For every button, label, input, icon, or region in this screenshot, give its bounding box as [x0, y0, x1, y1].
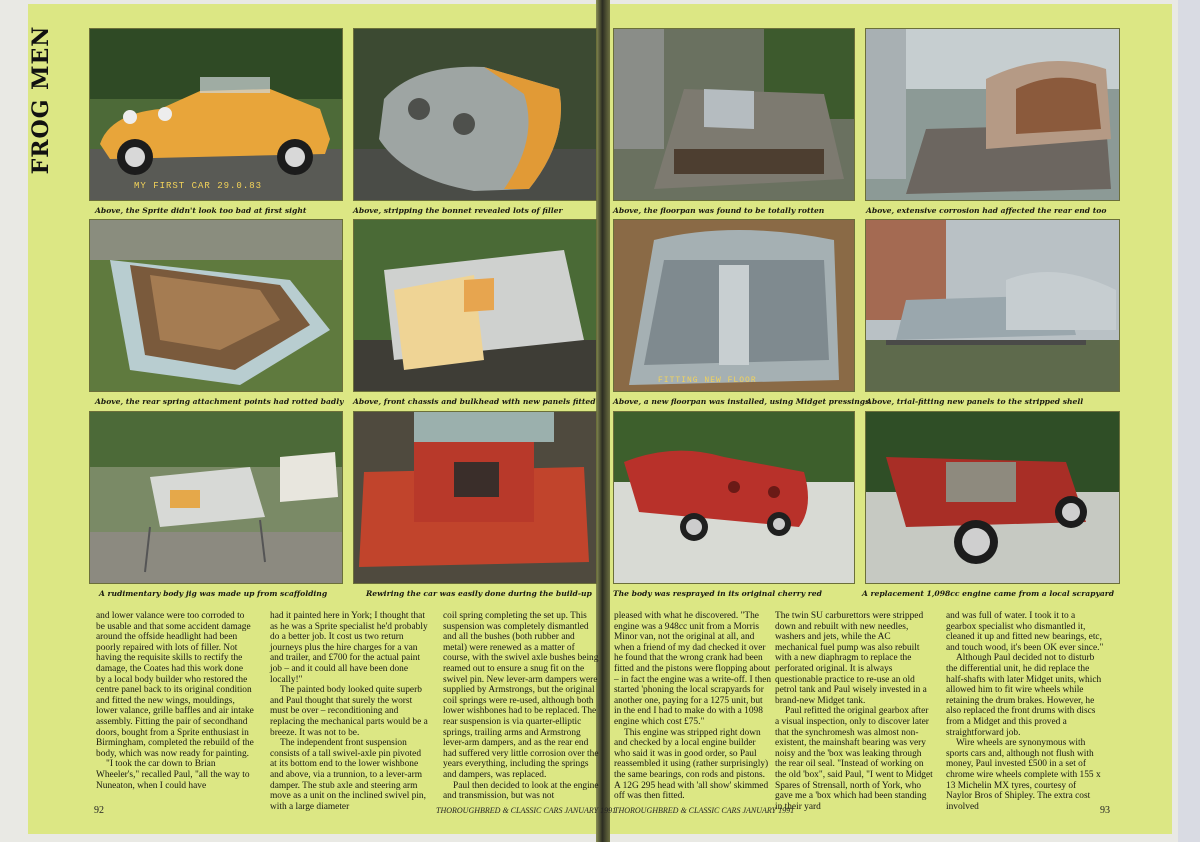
- paragraph: This engine was stripped right down and checked by a local engine builder who said it was in good order, so Paul reassembled it using (rather surprisingly) the same bearings, con rods and pistons. A 12G 295 head with 'all show' skimmed off was then fitted.: [614, 727, 769, 802]
- photo-rear-spring-points: [89, 219, 343, 392]
- text-column-1: [96, 611, 254, 801]
- article-title: [24, 25, 58, 175]
- paragraph: pleased with what he discovered. "The engine was a 948cc unit from a Morris Minor van, not the original at all, and when a friend of my dad checked it over he found that the wrong crank had been fitted and the pistons were flopping about – in fact the engine was a write-off. I then started 'phoning the local scrapyards for another one, paying for a 1275 unit, but in the end I had to make do with a 1098 engine which cost £75.": [614, 611, 772, 727]
- text-column-6: [946, 611, 1104, 812]
- caption-8: Above, trial-fitting new panels to the stripped shell: [866, 397, 1084, 406]
- caption-10: Rewiring the car was easily done during the build-up: [366, 589, 592, 598]
- paragraph: and lower valance were too corroded to be usable and that some accident damage around the offside headlight had been poorly repaired with lots of filler. Not having the requisite skills to rectify the damage, the Coates had this work done by a local body builder who restored the centre panel back to its original condition and fitted the new wings, mouldings, lower valance, grille baffles and air intake assembly. Fitting the pair of secondhand doors, bought from a Sprite enthusiast in Birmingham, completed the rebuild of the body, which was now ready for painting.: [96, 611, 254, 759]
- caption-12: A replacement 1,098cc engine came from a local scrapyard: [862, 589, 1115, 598]
- photo-sprite-first-sight: [89, 28, 343, 201]
- caption-2: Above, stripping the bonnet revealed lots of filler: [353, 206, 563, 215]
- text-column-3: [443, 611, 601, 801]
- photo-replacement-engine: [865, 411, 1120, 584]
- paragraph: The painted body looked quite superb and Paul thought that surely the worst must be over – reconditioning and replacing the mechanical parts would be a breeze. It was not to be.: [270, 685, 428, 738]
- photo-floor-stamp: FITTING NEW FLOOR: [658, 376, 757, 385]
- photo-stripped-bonnet: [353, 28, 597, 201]
- photo-front-chassis-bulkhead: [353, 219, 597, 392]
- photo-rewiring: [353, 411, 597, 584]
- text-column-2: [270, 611, 428, 812]
- caption-4: Above, extensive corrosion had affected the rear end too: [866, 206, 1107, 215]
- paragraph: Paul then decided to look at the engine and transmission, but was not: [443, 780, 599, 802]
- caption-11: The body was resprayed in its original cherry red: [613, 589, 822, 598]
- paragraph: Wire wheels are synonymous with sports cars and, although not flush with money, Paul invested £500 in a set of chrome wire wheels complete with 155 x 13 Michelin MX tyres, courtesy of Naylor Bros of Shipley. The extra cost involved: [946, 738, 1101, 812]
- paragraph: coil spring completing the set up. This suspension was completely dismantled and all the bushes (both rubber and metal) were renewed as a matter of course, with the swivel axle bushes being reamed out to ensure a snug fit on the swivel pin. New lever-arm dampers were supplied by Armstrongs, but the original coil springs were re-used, although both lower wishbones had to be replaced. The rear suspension is via quarter-elliptic springs, trailing arms and Armstrong lever-arm dampers, and as the rear end had suffered very little corrosion over the years everything, including the springs and dampers, was replaced.: [443, 611, 599, 780]
- photo-trial-fitting-panels: [865, 219, 1120, 392]
- text-column-5: [775, 611, 933, 812]
- paragraph: "I took the car down to Brian Wheeler's," recalled Paul, "all the way to Nuneaton, when I could have: [96, 759, 250, 791]
- photo-rear-end-corrosion: [865, 28, 1120, 201]
- caption-1: Above, the Sprite didn't look too bad at first sight: [95, 206, 307, 215]
- page-number-right: 93: [1100, 805, 1110, 816]
- photo-new-floorpan: [613, 219, 855, 392]
- paragraph: Although Paul decided not to disturb the differential unit, he did replace the half-shafts with later Midget units, which allowed him to fit wire wheels while retaining the drum brakes. However, he also replaced the front drums with discs from a Midget and this proved a straightforward job.: [946, 653, 1102, 738]
- paragraph: and was full of water. I took it to a gearbox specialist who dismantled it, cleaned it up and fitted new bearings, etc, and touch wood, it's been OK ever since.": [946, 611, 1104, 653]
- photo-rotten-floorpan: [613, 28, 855, 201]
- magazine-footer-right: THOROUGHBRED & CLASSIC CARS JANUARY 1991: [614, 806, 795, 815]
- page-edge: [1178, 0, 1200, 842]
- article-title-text: FROG MEN: [28, 25, 54, 175]
- page-number-left: 92: [94, 805, 104, 816]
- photo-resprayed-cherry-red: [613, 411, 855, 584]
- caption-6: Above, front chassis and bulkhead with new panels fitted: [353, 397, 596, 406]
- magazine-footer-left: THOROUGHBRED & CLASSIC CARS JANUARY 1991: [436, 806, 617, 815]
- caption-7: Above, a new floorpan was installed, using Midget pressings: [613, 397, 870, 406]
- photo-date-stamp: MY FIRST CAR 29.0.83: [134, 181, 263, 191]
- caption-5: Above, the rear spring attachment points had rotted badly: [95, 397, 344, 406]
- paragraph: The independent front suspension consists of a tall swivel-axle pin pivoted at its bottom end to the lower wishbone and above, via a trunnion, to a lever-arm damper. The stub axle and steering arm move as a unit on the inclined swivel pin, with a large diameter: [270, 738, 426, 812]
- paragraph: The twin SU carburettors were stripped down and rebuilt with new needles, washers and jets, while the AC mechanical fuel pump was also rebuilt with a new diaphragm to replace the perforated original. It is always questionable practice to re-use an old petrol tank and Paul wisely invested in a brand-new Midget tank.: [775, 611, 927, 706]
- text-column-4: [614, 611, 772, 801]
- caption-3: Above, the floorpan was found to be totally rotten: [613, 206, 825, 215]
- paragraph: had it painted here in York; I thought that as he was a Sprite specialist he'd probably do a better job. It cost us two return journeys plus the hire charges for a van and trailer, and £700 for the actual paint job – and it could all have been done locally!": [270, 611, 428, 685]
- caption-9: A rudimentary body jig was made up from scaffolding: [99, 589, 328, 598]
- paragraph: Paul refitted the original gearbox after a visual inspection, only to discover later that the synchromesh was almost non-existent, the mainshaft bearing was very noisy and the 'box was leaking through the rear oil seal. "Instead of working on the old 'box", said Paul, "I went to Midget Spares of Strensall, north of York, who gave me a 'box which had been standing in their yard: [775, 706, 933, 812]
- photo-body-jig: [89, 411, 343, 584]
